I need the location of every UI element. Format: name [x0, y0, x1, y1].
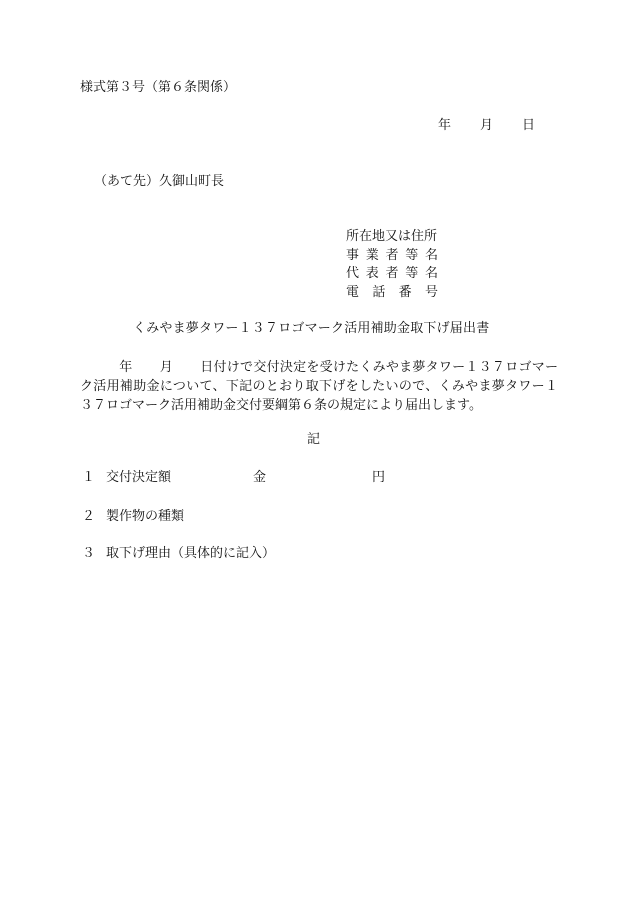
phone-number-label: 電話番号: [346, 284, 438, 300]
item-label: 製作物の種類: [106, 509, 185, 524]
item-number: １: [82, 470, 96, 485]
business-name-label: 事業者等名: [346, 247, 438, 263]
item-label: 交付決定額: [106, 470, 172, 485]
item-grant-amount: [82, 471, 171, 484]
amount-unit: 円: [372, 470, 386, 485]
year-label: 年: [438, 118, 452, 133]
body-text: 日付けで交付決定を受けたくみやま夢タワー１３７ロゴマーク活用補助金について、下記のとおり取下げをしたいので、くみやま夢タワー１３７ロゴマーク活用補助金交付要綱第６条の規定により届出します。: [80, 360, 558, 413]
item-number: ３: [82, 546, 96, 561]
body-month-label: 月: [159, 360, 174, 375]
month-label: 月: [480, 118, 494, 133]
representative-name-label: 代表者等名: [346, 266, 438, 281]
body-paragraph: [80, 358, 558, 415]
item-label: 取下げ理由（具体的に記入）: [106, 546, 276, 561]
date-line: [438, 119, 535, 132]
item-withdrawal-reason: [82, 547, 275, 560]
item-product-type: [82, 510, 184, 523]
body-year-label: 年: [119, 360, 133, 375]
document-title: くみやま夢タワー１３７ロゴマーク活用補助金取下げ届出書: [133, 321, 490, 336]
ki-heading: 記: [307, 432, 321, 447]
addressee: （あて先）久御山町長: [94, 174, 225, 189]
item-number: ２: [82, 509, 96, 524]
day-label: 日: [522, 118, 536, 133]
amount-prefix: 金: [253, 470, 267, 485]
applicant-fields: [346, 230, 438, 304]
address-label: 所在地又は住所: [346, 229, 438, 244]
form-number: 様式第３号（第６条関係）: [80, 80, 237, 95]
